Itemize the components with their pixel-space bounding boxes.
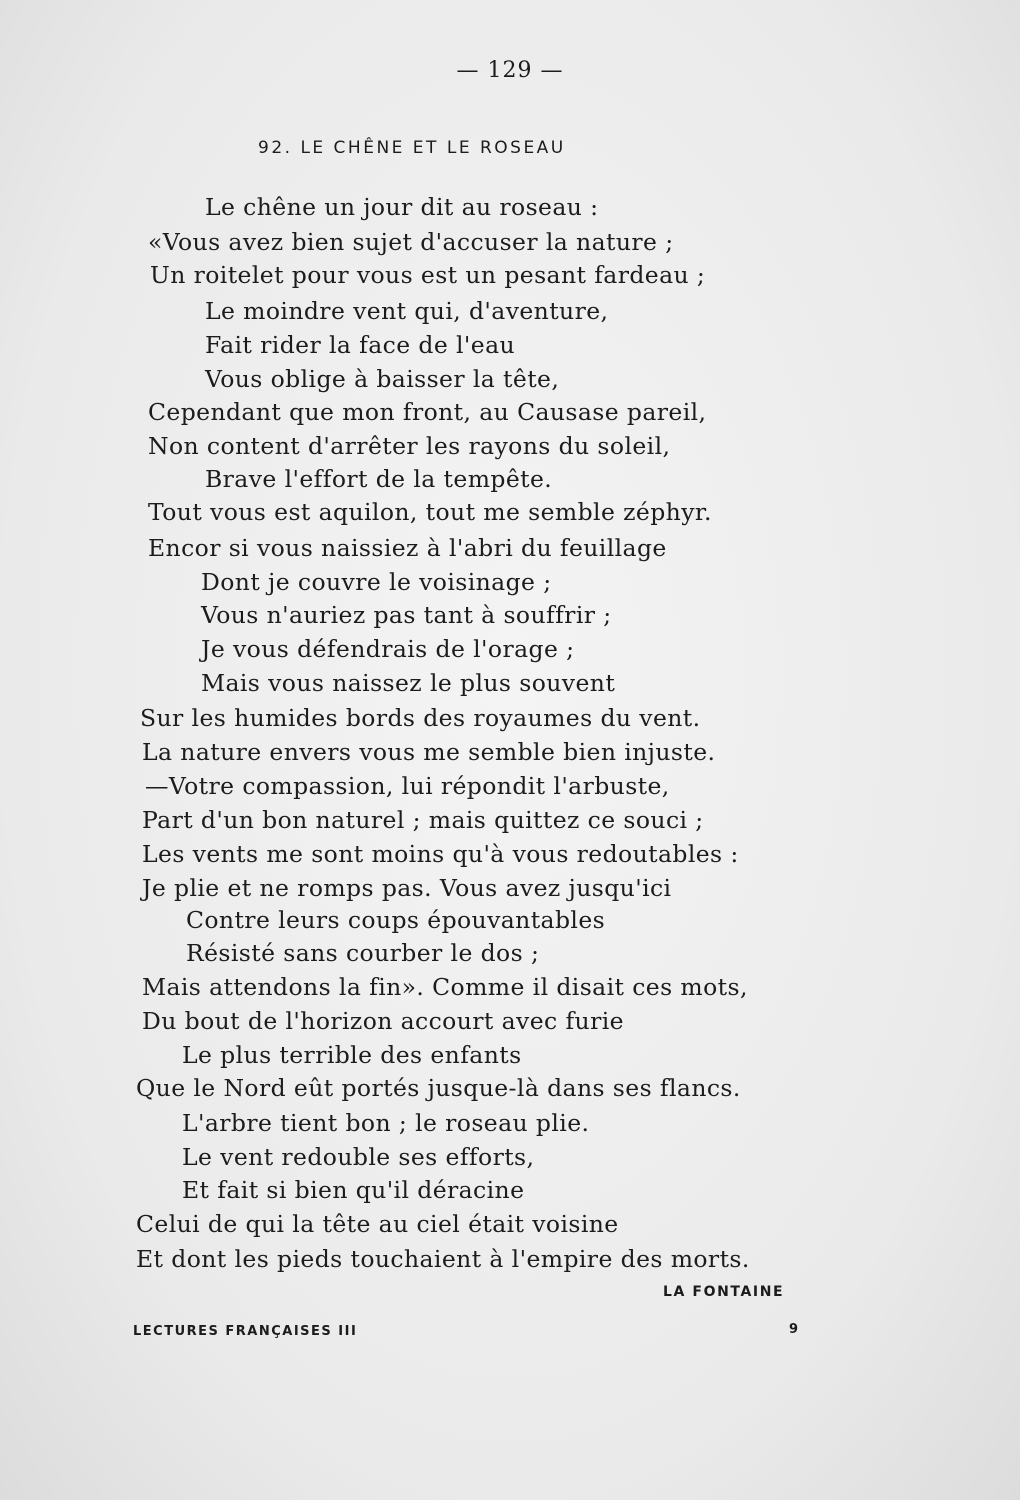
author-name: LA FONTAINE <box>663 1284 785 1300</box>
footer-book-title: LECTURES FRANÇAISES III <box>133 1324 358 1339</box>
poem-line: —Votre compassion, lui répondit l'arbuste, <box>145 772 670 800</box>
poem-line: Mais attendons la fin». Comme il disait ces mots, <box>142 973 748 1001</box>
poem-line: Que le Nord eût portés jusque-là dans ses flancs. <box>136 1074 741 1102</box>
poem-line: Cependant que mon front, au Causase pareil, <box>148 398 707 426</box>
poem-line: Vous oblige à baisser la tête, <box>205 365 560 393</box>
poem-line: Tout vous est aquilon, tout me semble zéphyr. <box>148 498 712 526</box>
poem-line: Le moindre vent qui, d'aventure, <box>205 297 609 325</box>
poem-line: Encor si vous naissiez à l'abri du feuillage <box>148 534 667 562</box>
poem-line: Les vents me sont moins qu'à vous redoutables : <box>142 840 739 868</box>
poem-line: Et dont les pieds touchaient à l'empire des morts. <box>136 1245 750 1273</box>
poem-line: Dont je couvre le voisinage ; <box>201 568 552 596</box>
poem-line: Contre leurs coups épouvantables <box>186 906 606 934</box>
poem-title: 92. LE CHÊNE ET LE ROSEAU <box>258 138 566 158</box>
footer-signature-mark: 9 <box>789 1322 799 1337</box>
poem-line: Le plus terrible des enfants <box>182 1041 522 1069</box>
poem-line: Un roitelet pour vous est un pesant fardeau ; <box>150 261 706 289</box>
poem-line: Le chêne un jour dit au roseau : <box>205 193 599 221</box>
poem-line: Celui de qui la tête au ciel était voisine <box>136 1210 619 1238</box>
poem-line: Le vent redouble ses efforts, <box>182 1143 535 1171</box>
poem-line: Je vous défendrais de l'orage ; <box>201 635 575 663</box>
poem-line: Je plie et ne romps pas. Vous avez jusqu'ici <box>142 874 672 902</box>
poem-line: Non content d'arrêter les rayons du soleil, <box>148 432 671 460</box>
poem-line: Résisté sans courber le dos ; <box>186 939 540 967</box>
poem-line: Vous n'auriez pas tant à souffrir ; <box>201 601 612 629</box>
poem-line: L'arbre tient bon ; le roseau plie. <box>182 1109 590 1137</box>
poem-line: Fait rider la face de l'eau <box>205 331 516 359</box>
poem-line: Brave l'effort de la tempête. <box>205 465 553 493</box>
poem-line: Part d'un bon naturel ; mais quittez ce souci ; <box>142 806 704 834</box>
poem-line: Mais vous naissez le plus souvent <box>201 669 616 697</box>
page-number: — 129 — <box>456 58 564 83</box>
poem-line: La nature envers vous me semble bien injuste. <box>142 738 716 766</box>
poem-line: Du bout de l'horizon accourt avec furie <box>142 1007 624 1035</box>
poem-line: Et fait si bien qu'il déracine <box>182 1176 525 1204</box>
poem-line: «Vous avez bien sujet d'accuser la nature ; <box>148 228 674 256</box>
poem-line: Sur les humides bords des royaumes du vent. <box>140 704 701 732</box>
